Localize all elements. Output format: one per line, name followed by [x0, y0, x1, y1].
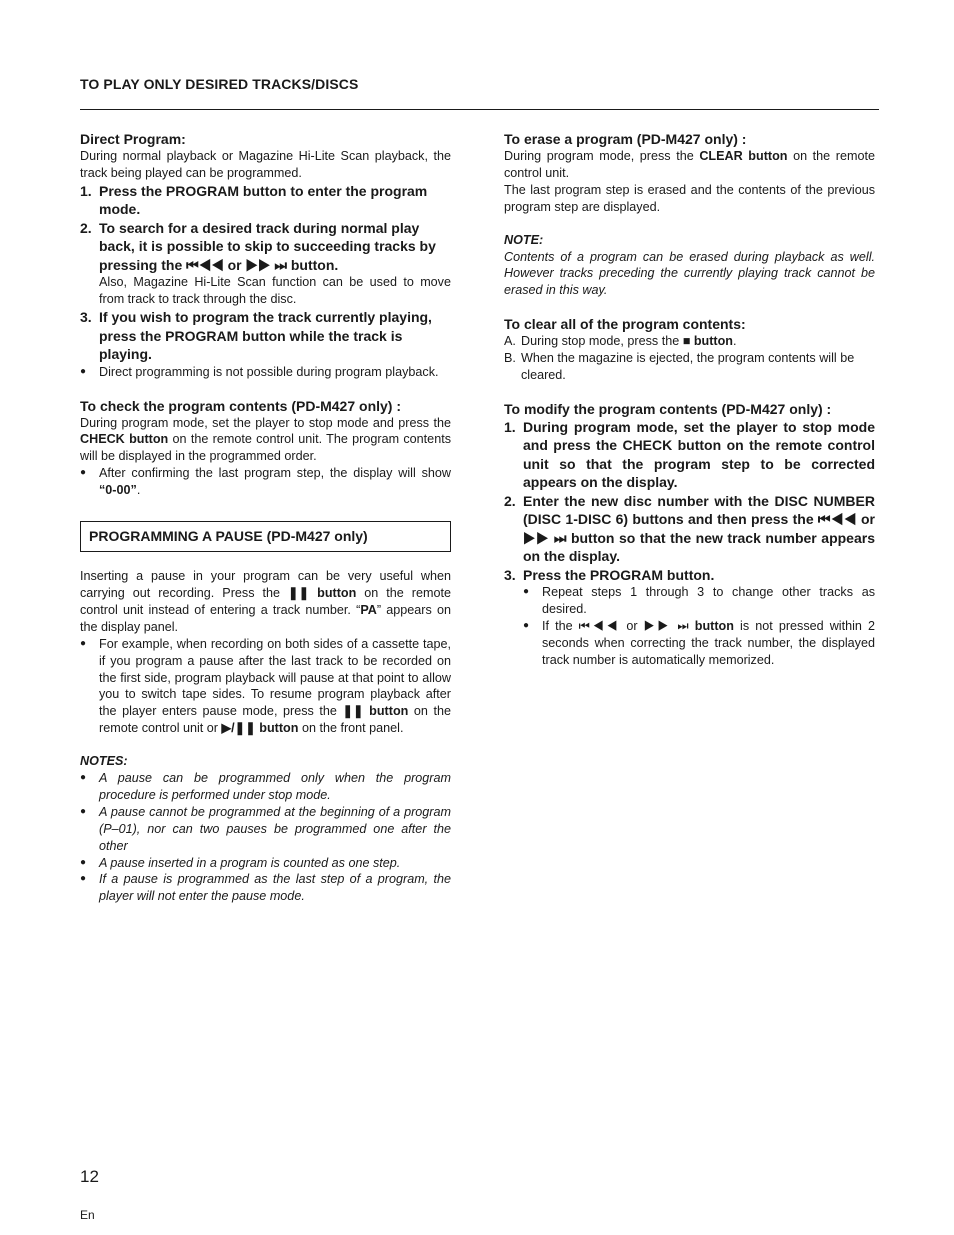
clear-item-a-text: During stop mode, press the ■ button. — [521, 334, 737, 349]
modify-step-1: 1. During program mode, set the player to stop mode and press the CHECK button on the remote control unit so that the program step to be corrected appears on the display. — [504, 418, 875, 491]
clear-program-heading: To clear all of the program contents: — [504, 316, 746, 333]
bullet-icon: ● — [523, 586, 530, 598]
direct-bullet-text: Direct programming is not possible during program playback. — [99, 364, 439, 379]
clear-item-b-text: When the magazine is ejected, the program contents will be cleared. — [521, 351, 855, 383]
direct-step-2: 2. To search for a desired track during normal play back, it is possible to skip to succeeding tracks by pressing the ⏮◀◀ or ▶▶ ⏭ button. — [80, 219, 451, 275]
erase-program-heading: To erase a program (PD-M427 only) : — [504, 131, 747, 147]
bullet-icon: ● — [80, 637, 87, 649]
direct-step-2-note: Also, Magazine Hi-Lite Scan function can be used to move from track to track through the disc. — [99, 275, 451, 307]
note-item-text: A pause can be programmed only when the program procedure is performed under stop mode. — [99, 771, 451, 802]
bullet-icon: ● — [523, 620, 530, 632]
right-column — [504, 130, 875, 669]
note-item — [80, 871, 451, 905]
clear-item-a: A. During stop mode, press the ■ button. — [504, 334, 737, 349]
erase-program-text-2: The last program step is erased and the contents of the previous program step are displayed. — [504, 182, 875, 214]
note-item — [80, 855, 451, 872]
direct-program-heading: Direct Program: — [80, 131, 186, 147]
pause-bullet-text: For example, when recording on both sides of a cassette tape, if you program a pause after the last track to be recorded on the first side, program playback will pause at that point to allow you to switch tape sides. To resume program playback after the player enters pause mode, press the ❚❚ button on the remote control unit or ▶/❚❚ button on the front panel. — [99, 636, 452, 736]
modify-step-3-text: Press the PROGRAM button. — [523, 566, 715, 583]
bullet-icon: ● — [80, 365, 87, 377]
page-number: 12 — [80, 1167, 99, 1186]
direct-step-2-text: To search for a desired track during normal play back, it is possible to skip to succeeding tracks by pressing the ⏮◀◀ or ▶▶ ⏭ button. — [99, 219, 436, 273]
modify-bullet-1-text: Repeat steps 1 through 3 to change other tracks as desired. — [542, 585, 875, 617]
modify-bullet-1 — [504, 584, 875, 618]
bullet-icon: ● — [80, 467, 87, 479]
note-item-text: A pause inserted in a program is counted as one step. — [99, 855, 401, 870]
modify-step-2-text: Enter the new disc number with the DISC NUMBER (DISC 1-DISC 6) buttons and then press the ⏮◀◀ or ▶▶ ⏭ button so that the new track number appears on the display. — [523, 492, 875, 565]
note-item-text: If a pause is programmed as the last step of a program, the player will not enter the pause mode. — [99, 872, 451, 904]
section-title: TO PLAY ONLY DESIRED TRACKS/DISCS — [80, 76, 359, 92]
bullet-icon: ● — [80, 873, 87, 885]
pause-bullet — [80, 636, 451, 737]
direct-step-3: 3. If you wish to program the track currently playing, press the PROGRAM button while the track is playing. — [80, 308, 451, 364]
check-program-heading: To check the program contents (PD-M427 only) : — [80, 397, 402, 414]
note-item — [80, 770, 451, 804]
modify-bullet-2-text: If the ⏮◀◀ or ▶▶ ⏭ button is not pressed within 2 seconds when correcting the track number, the displayed track number is automatically memorized. — [542, 619, 875, 668]
left-column — [80, 130, 451, 905]
check-bullet-text: After confirming the last program step, the display will show “0-00”. — [99, 466, 451, 498]
erase-note-text: Contents of a program can be erased during playback as well. However tracks preceding the currently playing track cannot be erased in this way. — [504, 249, 875, 298]
note-label: NOTE: — [504, 232, 544, 247]
bullet-icon: ● — [80, 772, 87, 784]
modify-step-1-text: During program mode, set the player to stop mode and press the CHECK button on the remote control unit so that the program step to be corrected appears on the display. — [523, 418, 875, 491]
note-item-text: A pause cannot be programmed at the beginning of a program (P–01), nor can two pauses be programmed one after the other — [99, 804, 451, 853]
modify-program-heading: To modify the program contents (PD-M427 only) : — [504, 400, 832, 417]
direct-program-intro: During normal playback or Magazine Hi-Lite Scan playback, the track being played can be programmed. — [80, 149, 451, 180]
note-item — [80, 804, 451, 855]
bullet-icon: ● — [80, 805, 87, 817]
direct-bullet — [80, 364, 451, 381]
pause-intro: Inserting a pause in your program can be very useful when carrying out recording. Press the ❚❚ button on the remote control unit instead of entering a track number. “PA” appears on the display panel. — [80, 569, 452, 634]
notes-label: NOTES: — [80, 754, 128, 769]
direct-step-1: 1. Press the PROGRAM button to enter the program mode. — [80, 182, 451, 219]
modify-bullet-2 — [504, 618, 875, 669]
modify-step-2: 2. Enter the new disc number with the DISC NUMBER (DISC 1-DISC 6) buttons and then press the ⏮◀◀ or ▶▶ ⏭ button so that the new track number appears on the display. — [504, 492, 875, 565]
direct-step-3-text: If you wish to program the track currently playing, press the PROGRAM button while the track is playing. — [99, 309, 432, 363]
modify-step-3: 3. Press the PROGRAM button. — [504, 566, 875, 585]
language-code: En — [80, 1208, 95, 1222]
check-bullet — [80, 465, 451, 499]
direct-step-1-text: Press the PROGRAM button to enter the program mode. — [99, 182, 428, 218]
pause-section-box: PROGRAMMING A PAUSE (PD-M427 only) — [80, 521, 451, 552]
check-program-text: During program mode, set the player to stop mode and press the CHECK button on the remote control unit. The program contents will be displayed in the programmed order. — [80, 415, 451, 464]
clear-item-b: B. When the magazine is ejected, the program contents will be cleared. — [504, 350, 875, 384]
erase-program-text: During program mode, press the CLEAR button on the remote control unit. — [504, 149, 875, 180]
bullet-icon: ● — [80, 856, 87, 868]
header-divider — [80, 109, 879, 110]
